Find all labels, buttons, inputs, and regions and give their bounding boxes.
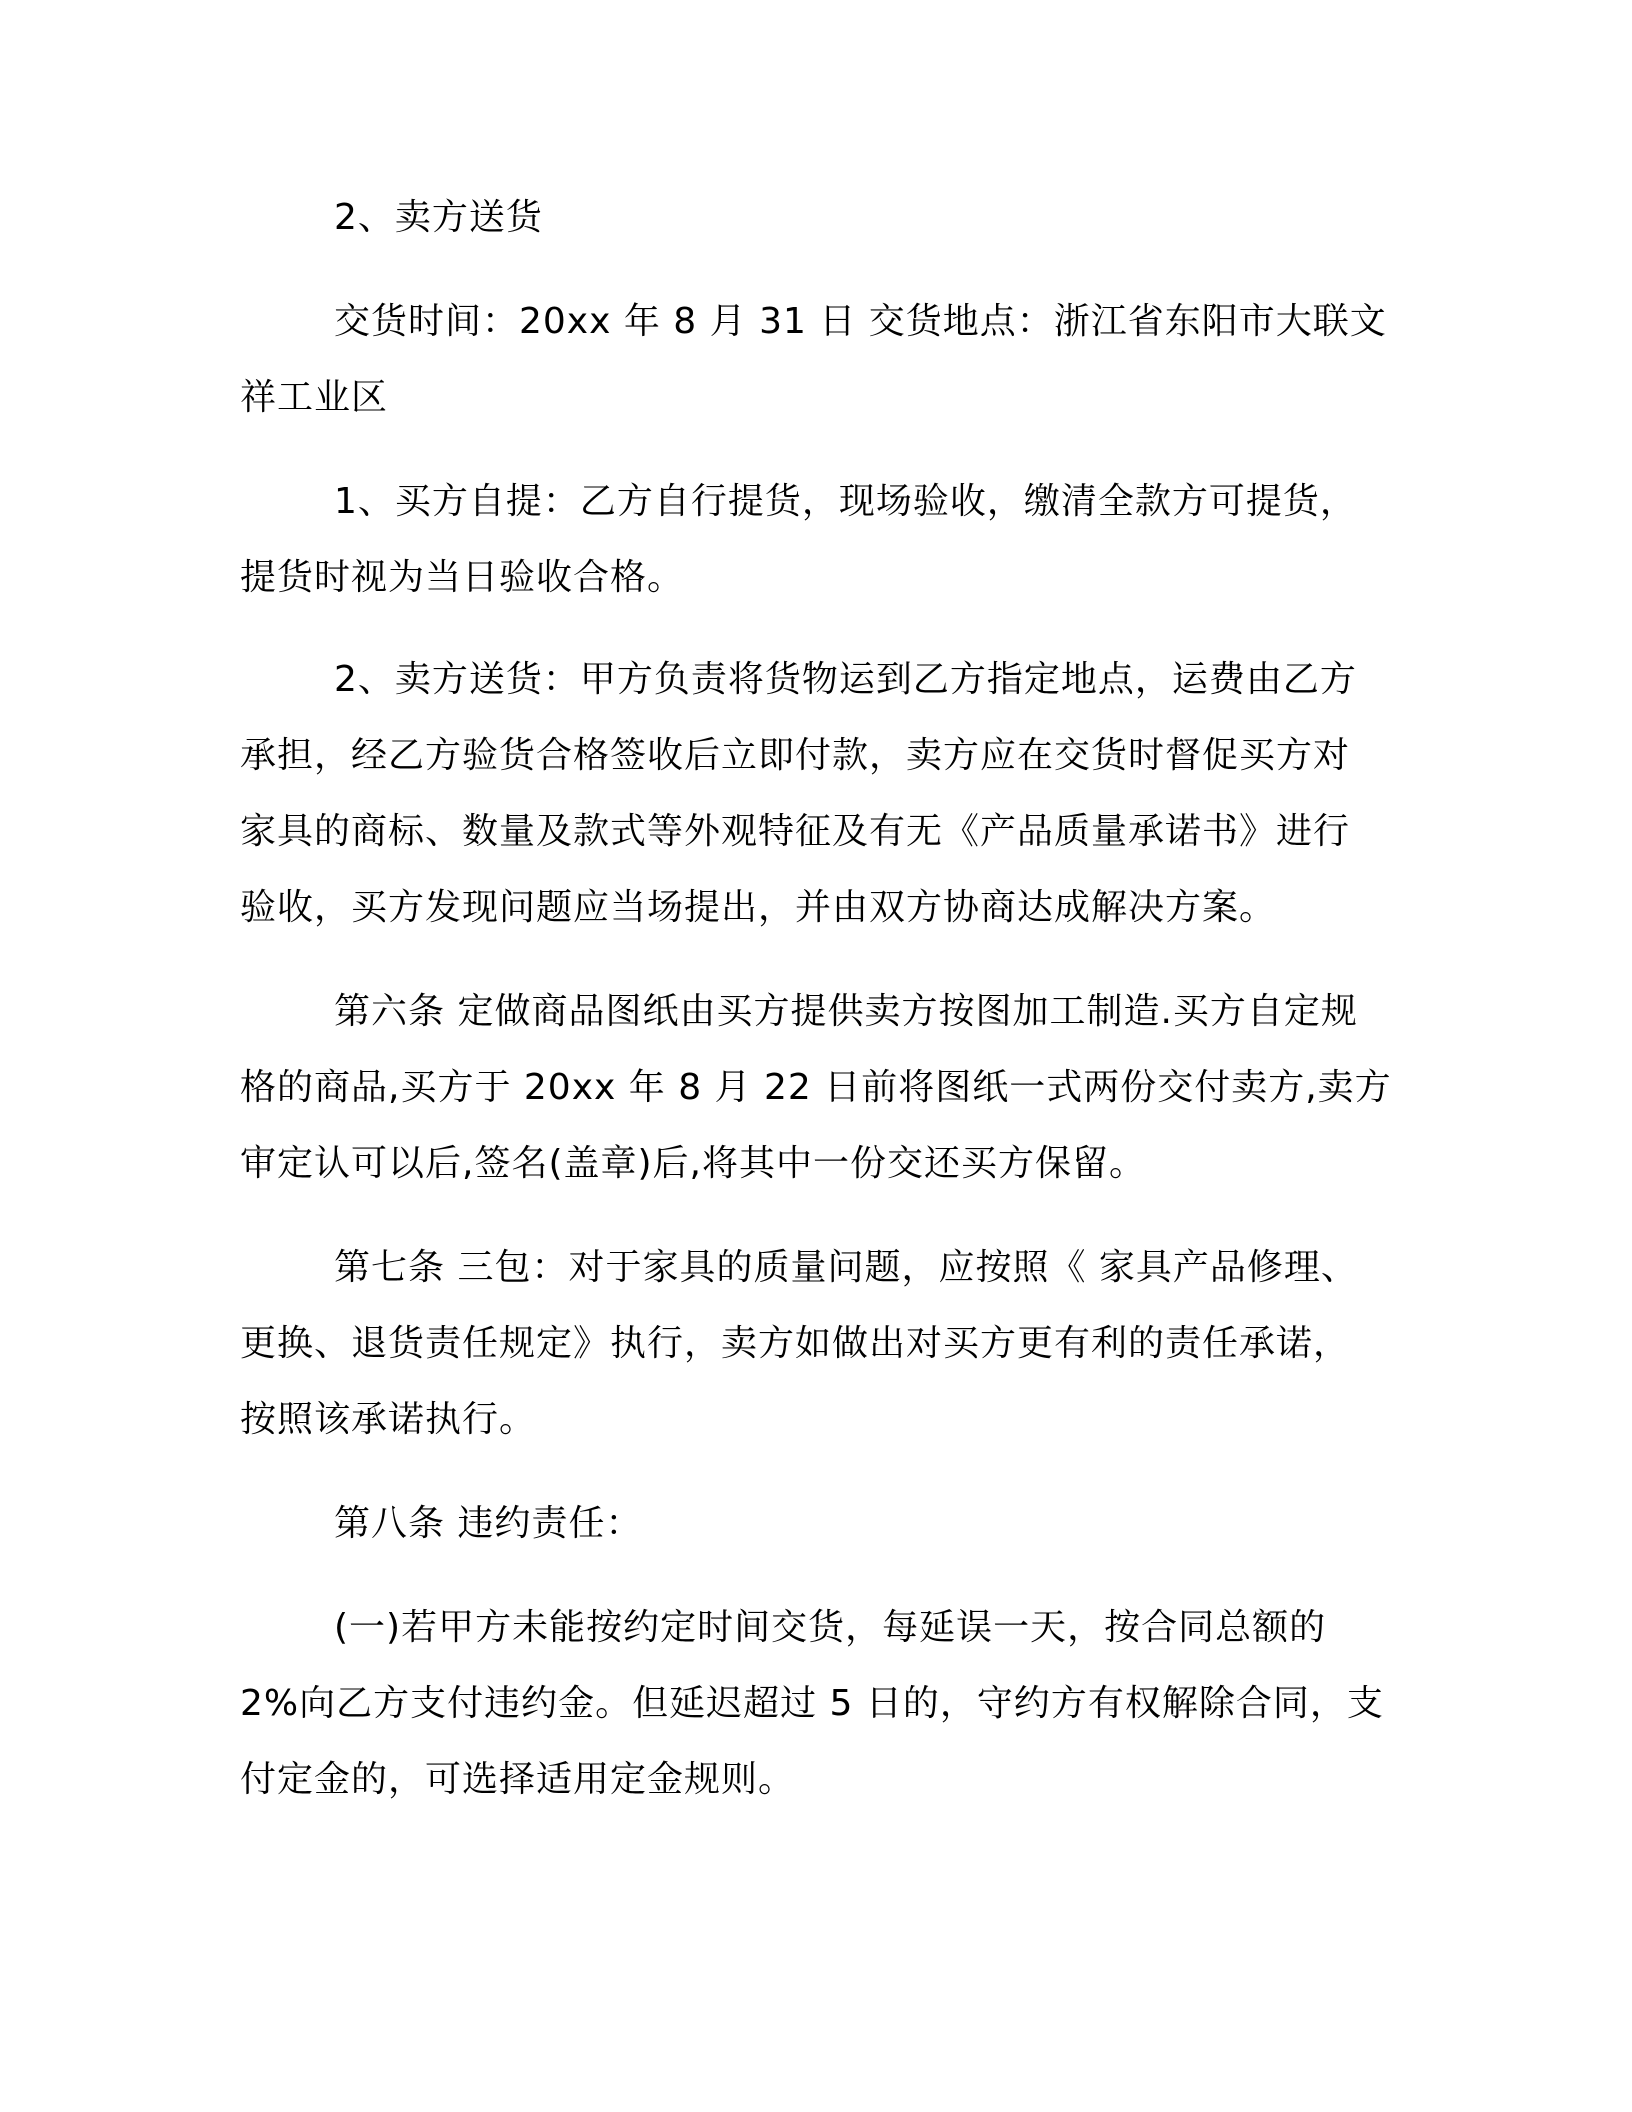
paragraph-line: 2、卖方送货：甲方负责将货物运到乙方指定地点，运费由乙方	[334, 659, 1357, 700]
paragraph-line: 交货时间：20xx 年 8 月 31 日 交货地点：浙江省东阳市大联文	[334, 301, 1387, 342]
paragraph-line: 1、买方自提：乙方自行提货，现场验收，缴清全款方可提货，	[334, 481, 1357, 522]
article-7-line: 按照该承诺执行。	[240, 1399, 537, 1440]
article-8-line: (一)若甲方未能按约定时间交货，每延误一天，按合同总额的	[334, 1607, 1327, 1648]
article-6-line: 格的商品,买方于 20xx 年 8 月 22 日前将图纸一式两份交付卖方,卖方	[240, 1067, 1392, 1108]
paragraph-line: 承担，经乙方验货合格签收后立即付款，卖方应在交货时督促买方对	[240, 735, 1351, 776]
article-8-heading: 第八条 违约责任：	[334, 1503, 643, 1544]
article-6-line: 审定认可以后,签名(盖章)后,将其中一份交还买方保留。	[240, 1143, 1146, 1184]
section-heading: 2、卖方送货	[334, 197, 543, 238]
article-8-line: 付定金的，可选择适用定金规则。	[240, 1759, 796, 1800]
paragraph-line: 家具的商标、数量及款式等外观特征及有无《产品质量承诺书》进行	[240, 811, 1351, 852]
paragraph-line: 祥工业区	[240, 377, 389, 418]
paragraph-line: 提货时视为当日验收合格。	[240, 557, 685, 598]
article-7-line: 更换、退货责任规定》执行，卖方如做出对买方更有利的责任承诺，	[240, 1323, 1351, 1364]
article-7-line: 第七条 三包：对于家具的质量问题，应按照《 家具产品修理、	[334, 1247, 1358, 1288]
paragraph-line: 验收，买方发现问题应当场提出，并由双方协商达成解决方案。	[240, 887, 1277, 928]
article-6-line: 第六条 定做商品图纸由买方提供卖方按图加工制造.买方自定规	[334, 991, 1358, 1032]
article-8-line: 2%向乙方支付违约金。但延迟超过 5 日的，守约方有权解除合同，支	[240, 1683, 1384, 1724]
